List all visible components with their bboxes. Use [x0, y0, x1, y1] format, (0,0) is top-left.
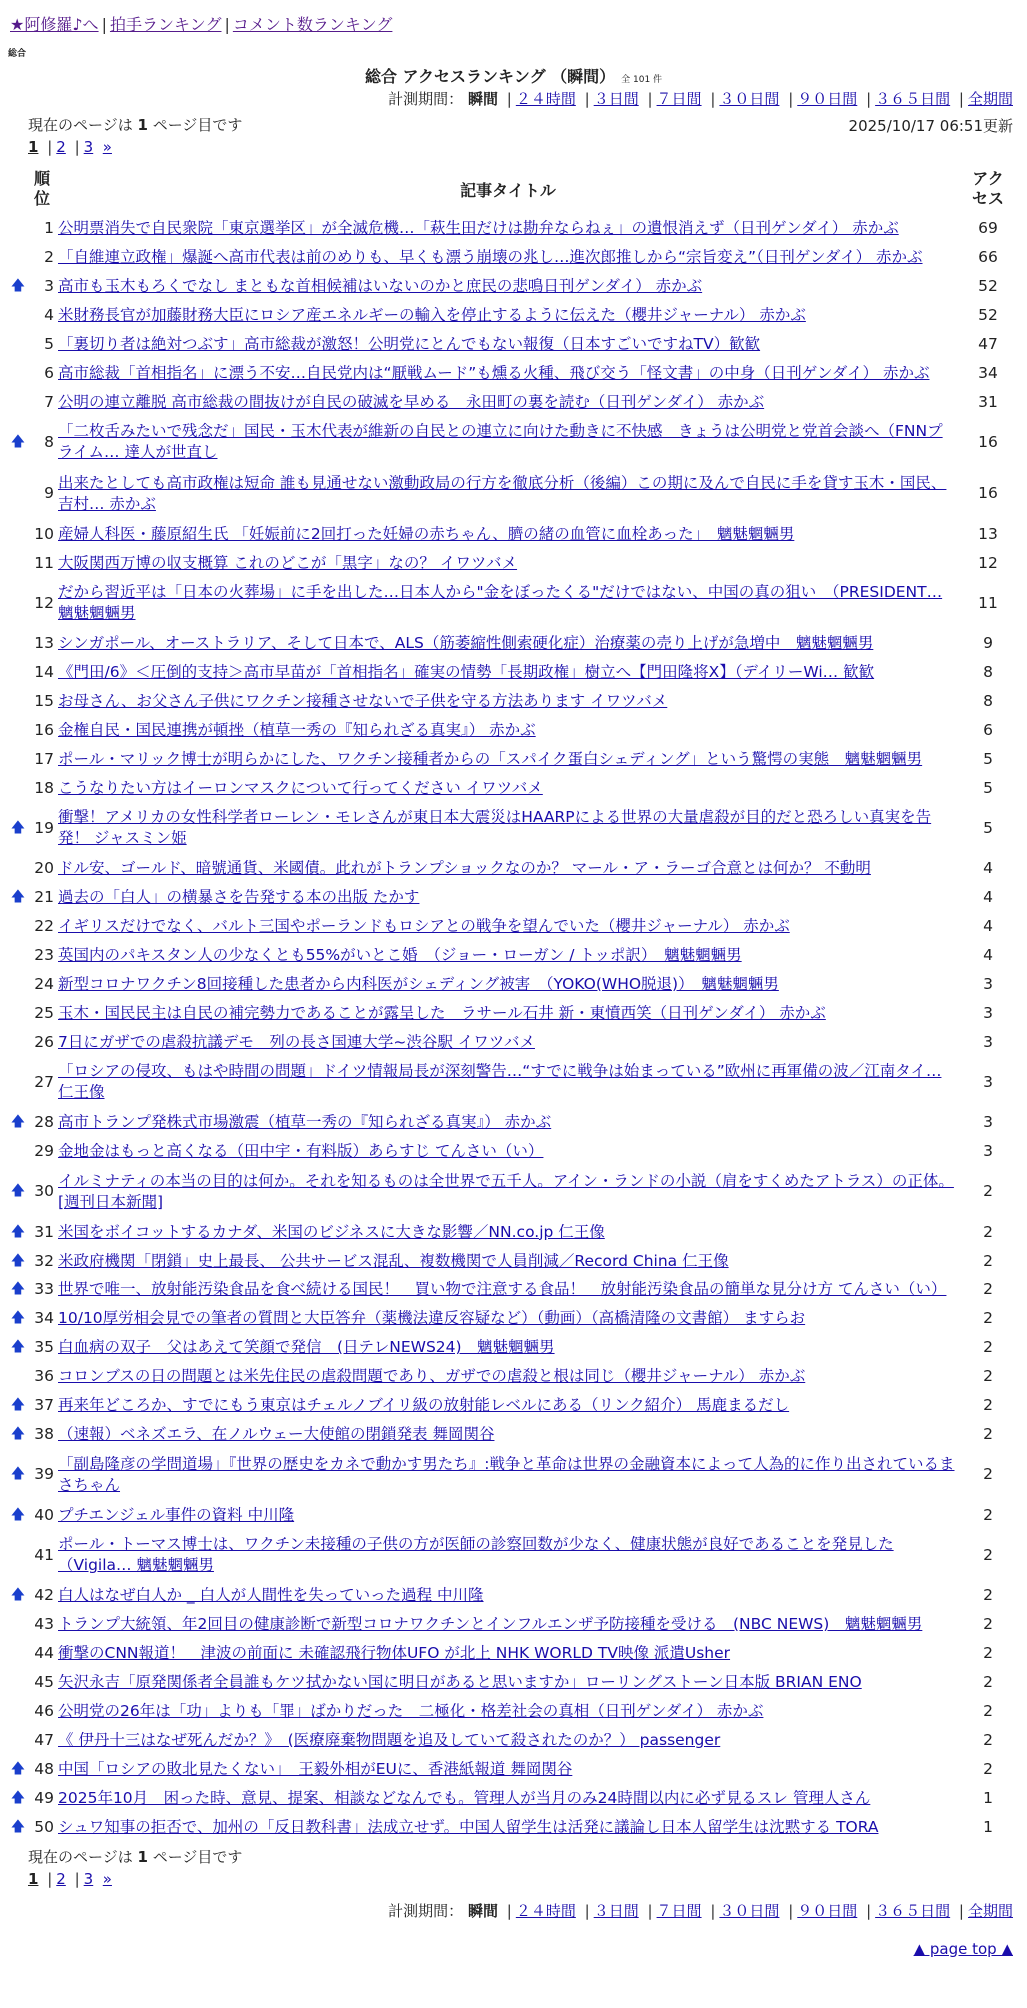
rank-up-icon: 🡅 — [10, 1466, 26, 1483]
article-link[interactable]: シュワ知事の拒否で、加州の「反日教科書」法成立せず。中国人留学生は活発に議論し日本人留学生は沈黙する TORA — [58, 1817, 879, 1836]
table-row — [10, 883, 1018, 912]
rank-number: 32 — [34, 1251, 54, 1270]
ranking-heading — [0, 64, 1027, 87]
table-row — [10, 1610, 1018, 1639]
pager-link-2[interactable]: 2 — [56, 138, 66, 156]
rank-arrow-cell — [10, 330, 26, 359]
access-count: 5 — [983, 818, 993, 837]
access-count: 69 — [978, 218, 998, 237]
article-link[interactable]: 高市も玉木もろくでなし まともな首相候補はいないのかと庶民の悲鳴日刊ゲンダイ） 赤かぶ — [58, 276, 703, 295]
rank-arrow-cell — [10, 1028, 26, 1057]
rank-up-icon: 🡅 — [10, 1760, 26, 1777]
table-row — [10, 1668, 1018, 1697]
table-row — [10, 1449, 1018, 1501]
rank-number: 20 — [34, 859, 54, 878]
article-link[interactable]: 10/10厚労相会見での筆者の質問と大臣答弁（薬機法違反容疑など）（動画）（高橋清隆の文書館） ますらお — [58, 1309, 806, 1328]
rank-number: 8 — [44, 432, 54, 451]
rank-number: 11 — [34, 553, 54, 572]
article-link[interactable]: 衝撃のCNN報道！ 津波の前面に 未確認飛行物体UFO が北上 NHK WORLD TV映像 派遣Usher — [58, 1643, 731, 1662]
rank-up-icon: 🡅 — [10, 1339, 26, 1356]
article-link[interactable]: ドル安、ゴールド、暗號通貨、米國債。此れがトランプショックなのか？ マール・ア・ラーゴ合意とは何か？ 不動明 — [58, 859, 871, 878]
rank-number: 7 — [44, 392, 54, 411]
rank-up-icon: 🡅 — [10, 433, 26, 450]
pager-link-2[interactable]: 2 — [56, 1869, 66, 1888]
table-row — [10, 1275, 1018, 1304]
rank-arrow-cell — [10, 301, 26, 330]
rank-up-icon: 🡅 — [10, 1223, 26, 1240]
rank-up-icon: 🡅 — [10, 1818, 26, 1835]
rank-arrow-cell — [10, 687, 26, 716]
pager-link-3[interactable]: 3 — [83, 1869, 94, 1888]
rank-number: 21 — [34, 888, 54, 907]
home-link[interactable]: ★阿修羅♪へ — [10, 15, 99, 34]
period-link-all[interactable]: 全期間 — [967, 90, 1013, 108]
article-link[interactable]: 7日にガザでの虐殺抗議デモ 列の長さ国連大学~渋谷駅 イワツバメ — [58, 1032, 535, 1051]
article-link[interactable]: 白人はなぜ白人か _ 白人が人間性を失っていった過程 中川隆 — [58, 1586, 484, 1605]
access-count: 1 — [983, 1817, 993, 1836]
access-count: 3 — [983, 1113, 993, 1132]
rank-number: 49 — [34, 1788, 54, 1807]
table-row — [10, 803, 1018, 855]
rank-up-icon: 🡅 — [10, 1281, 26, 1298]
table-row — [10, 388, 1018, 417]
period-link-90d[interactable]: ９０日間 — [797, 1901, 858, 1920]
access-count: 2 — [983, 1465, 993, 1484]
clap-ranking-link[interactable]: 拍手ランキング — [109, 15, 222, 34]
rank-arrow-cell — [10, 577, 26, 629]
rank-arrow-cell — [10, 1530, 26, 1582]
rank-arrow-cell — [10, 745, 26, 774]
rank-up-icon: 🡅 — [10, 1114, 26, 1131]
period-current: 瞬間 — [467, 90, 498, 108]
article-link[interactable]: ポール・トーマス博士は、ワクチン未接種の子供の方が医師の診察回数が少なく、健康状態が良好であることを発見した（Vigila… 魑魅魍魎男 — [58, 1535, 894, 1575]
access-count: 47 — [978, 334, 998, 353]
rank-up-icon: 🡅 — [10, 1506, 26, 1523]
rank-arrow-cell — [10, 1610, 26, 1639]
rank-up-icon: 🡅 — [10, 1789, 26, 1806]
table-row — [10, 687, 1018, 716]
table-row — [10, 999, 1018, 1028]
rank-number: 25 — [34, 1003, 54, 1022]
access-header: アクセス — [971, 169, 1004, 208]
table-row — [10, 1218, 1018, 1247]
pager-next[interactable]: » — [102, 138, 112, 156]
article-link[interactable]: 白血病の双子 父はあえて笑顔で発信 (日テレNEWS24) 魑魅魍魎男 — [58, 1338, 555, 1357]
pager-bottom: 1 | 2 | 3 » — [28, 1869, 112, 1888]
rank-up-icon: 🡅 — [10, 1397, 26, 1414]
article-link[interactable]: トランプ大統領、年2回目の健康診断で新型コロナワクチンとインフルエンザ予防接種を受ける (NBC NEWS) 魑魅魍魎男 — [58, 1614, 923, 1633]
article-link[interactable]: 米政府機関「閉鎖」史上最長、 公共サービス混乱、複数機関で人員削減／Record China 仁王像 — [58, 1251, 729, 1270]
period-label: 計測期間： — [388, 90, 464, 108]
access-count: 2 — [983, 1614, 993, 1633]
article-link[interactable]: こうなりたい方はイーロンマスクについて行ってください イワツバメ — [58, 778, 543, 797]
table-row — [10, 854, 1018, 883]
access-count: 1 — [983, 1788, 993, 1807]
article-link[interactable]: イギリスだけでなく、バルト三国やポーランドもロシアとの戦争を望んでいた（櫻井ジャーナル） 赤かぶ — [58, 916, 790, 935]
article-link[interactable]: 《 伊丹十三はなぜ死んだか？》 (医療廃棄物問題を追及していて殺されたのか？） passenger — [58, 1730, 721, 1749]
rank-arrow-cell — [10, 774, 26, 803]
table-row — [10, 970, 1018, 999]
table-row — [10, 243, 1018, 272]
table-row — [10, 1137, 1018, 1166]
access-count: 2 — [983, 1425, 993, 1444]
period-link-365d[interactable]: ３６５日間 — [875, 90, 951, 108]
table-row — [10, 1304, 1018, 1333]
access-count: 4 — [983, 888, 993, 907]
rank-arrow-cell — [10, 1639, 26, 1668]
access-count: 2 — [983, 1396, 993, 1415]
period-link-3d[interactable]: ３日間 — [593, 90, 639, 108]
rank-number: 10 — [34, 524, 54, 543]
access-count: 2 — [983, 1586, 993, 1605]
rank-arrow-cell — [10, 549, 26, 578]
table-row — [10, 359, 1018, 388]
access-count: 3 — [983, 1003, 993, 1022]
current-page-text: 現在のページは 1 ページ目です — [28, 116, 243, 134]
rank-number: 34 — [34, 1309, 54, 1328]
table-row — [10, 272, 1018, 301]
rank-arrow-cell — [10, 716, 26, 745]
article-link[interactable]: 公明票消失で自民衆院「東京選挙区」が全滅危機…「萩生田だけは勘弁ならねぇ」の遺恨消えず（日刊ゲンダイ） 赤かぶ — [58, 218, 899, 237]
rank-up-icon: 🡅 — [10, 1183, 26, 1200]
article-link[interactable]: 米財務長官が加藤財務大臣にロシア産エネルギーの輸入を停止するように伝えた（櫻井ジャーナル） 赤かぶ — [58, 305, 806, 324]
comment-ranking-link[interactable]: コメント数ランキング — [232, 15, 393, 34]
period-link-30d[interactable]: ３０日間 — [719, 1901, 780, 1920]
table-row — [10, 1028, 1018, 1057]
pager-top: 1 | 2 | 3 » — [28, 138, 112, 156]
rank-number: 23 — [34, 945, 54, 964]
rank-number: 38 — [34, 1425, 54, 1444]
rank-up-icon: 🡅 — [10, 277, 26, 294]
rank-number: 46 — [34, 1701, 54, 1720]
period-link-30d[interactable]: ３０日間 — [719, 90, 780, 108]
rank-arrow-cell — [10, 1057, 26, 1109]
access-count: 2 — [983, 1222, 993, 1241]
rank-arrow-cell — [10, 999, 26, 1028]
rank-number: 41 — [34, 1545, 54, 1564]
rank-number: 30 — [34, 1182, 54, 1201]
rank-number: 1 — [44, 218, 54, 237]
table-row — [10, 1813, 1018, 1842]
table-row — [10, 1166, 1018, 1218]
rank-number: 27 — [34, 1072, 54, 1091]
article-link[interactable]: 出来たとしても高市政権は短命 誰も見通せない激動政局の行方を徹底分析（後編）この期に及んで自民に手を貸す玉木・国民、吉村… 赤かぶ — [58, 473, 947, 513]
rank-number: 4 — [44, 305, 54, 324]
table-row — [10, 1639, 1018, 1668]
access-count: 3 — [983, 1142, 993, 1161]
rank-number: 13 — [34, 633, 54, 652]
access-count: 2 — [983, 1759, 993, 1778]
article-link[interactable]: 高市トランプ発株式市場激震（植草一秀の『知られざる真実』） 赤かぶ — [58, 1113, 552, 1132]
article-link[interactable]: ポール・マリック博士が明らかにした、ワクチン接種者からの「スパイク蛋白シェディング」という驚愕の実態 魑魅魍魎男 — [58, 749, 923, 768]
table-row — [10, 629, 1018, 658]
table-row — [10, 417, 1018, 469]
rank-arrow-cell — [10, 970, 26, 999]
period-link-365d[interactable]: ３６５日間 — [875, 1901, 951, 1920]
period-current: 瞬間 — [467, 1901, 498, 1920]
article-link[interactable]: 中国「ロシアの敗北見たくない」 王毅外相がEUに、香港紙報道 舞岡関谷 — [58, 1759, 573, 1778]
access-count: 5 — [983, 778, 993, 797]
rank-number: 19 — [34, 818, 54, 837]
article-link[interactable]: シンガポール、オーストラリア、そして日本で、ALS（筋萎縮性側索硬化症）治療薬の売り上げが急増中 魑魅魍魎男 — [58, 633, 874, 652]
rank-number: 47 — [34, 1730, 54, 1749]
rank-number: 12 — [34, 593, 54, 612]
rank-number: 29 — [34, 1142, 54, 1161]
access-count: 2 — [983, 1672, 993, 1691]
rank-number: 14 — [34, 662, 54, 681]
table-row — [10, 214, 1018, 243]
rank-up-icon: 🡅 — [10, 819, 26, 836]
article-link[interactable]: イルミナティの本当の目的は何か。それを知るものは全世界で五千人。アイン・ランドの小説（肩をすくめたアトラス）の正体。[週刊日本新聞] — [58, 1171, 954, 1211]
rank-number: 24 — [34, 974, 54, 993]
table-row — [10, 716, 1018, 745]
table-row — [10, 1108, 1018, 1137]
access-count: 31 — [978, 392, 998, 411]
rank-number: 43 — [34, 1614, 54, 1633]
access-count: 11 — [978, 593, 998, 612]
rank-up-icon: 🡅 — [10, 1587, 26, 1604]
access-count: 4 — [983, 916, 993, 935]
access-count: 52 — [978, 276, 998, 295]
rank-arrow-cell — [10, 941, 26, 970]
table-row — [10, 1726, 1018, 1755]
rank-number: 31 — [34, 1222, 54, 1241]
article-link[interactable]: 「副島隆彦の学問道場」『世界の歴史をカネで動かす男たち』:戦争と革命は世界の金融資本によって人為的に作り出されているまさちゃん — [58, 1454, 955, 1494]
updated-timestamp: 2025/10/17 06:51更新 — [848, 117, 1013, 135]
rank-arrow-cell — [10, 520, 26, 549]
rank-number: 50 — [34, 1817, 54, 1836]
table-row — [10, 1247, 1018, 1276]
rank-header: 順位 — [33, 169, 50, 208]
article-link[interactable]: 産婦人科医・藤原紹生氏 「妊娠前に2回打った妊婦の赤ちゃん、臍の緒の血管に血栓あった」 魑魅魍魎男 — [58, 524, 795, 543]
access-count: 3 — [983, 1072, 993, 1091]
article-link[interactable]: 「裏切り者は絶対つぶす」高市総裁が激怒！公明党にとんでもない報復（日本すごいですねTV）歓歓 — [58, 334, 761, 353]
access-count: 16 — [978, 432, 998, 451]
top-nav: ★阿修羅♪へ | 拍手ランキング | コメント数ランキング — [10, 15, 393, 34]
current-page-text-bottom: 現在のページは 1 ページ目です — [28, 1847, 243, 1866]
article-link[interactable]: 新型コロナワクチン8回接種した患者から内科医がシェディング被害 （YOKO(WHO脱退)） 魑魅魍魎男 — [58, 974, 779, 993]
table-row — [10, 1420, 1018, 1449]
article-link[interactable]: （速報）ベネズエラ、在ノルウェー大使館の閉鎖発表 舞岡関谷 — [58, 1425, 495, 1444]
pager-current: 1 — [28, 1869, 39, 1888]
rank-up-icon: 🡅 — [10, 1310, 26, 1327]
category-label: 総合 — [8, 49, 27, 59]
period-link-24h[interactable]: ２４時間 — [515, 90, 576, 108]
rank-arrow-cell — [10, 629, 26, 658]
table-row — [10, 1530, 1018, 1582]
access-count: 2 — [983, 1701, 993, 1720]
article-link[interactable]: 「ロシアの侵攻、もはや時間の問題」ドイツ情報局長が深刻警告…“すでに戦争は始まっている”欧州に再軍備の波／江南タイ… 仁王像 — [58, 1062, 942, 1102]
rank-number: 33 — [34, 1280, 54, 1299]
article-link[interactable]: 高市総裁「首相指名」に漂う不安…自民党内は“厭戦ムード”も燻る火種、飛び交う「怪文書」の中身（日刊ゲンダイ） 赤かぶ — [58, 363, 930, 382]
article-link[interactable]: 「二枚舌みたいで残念だ」国民・玉木代表が維新の自民との連立に向けた動きに不快感 きょうは公明党と党首会談へ（FNNプライム… 達人が世直し — [58, 422, 943, 462]
pager-next[interactable]: » — [102, 1869, 112, 1888]
access-count: 3 — [983, 974, 993, 993]
period-link-90d[interactable]: ９０日間 — [797, 90, 858, 108]
rank-number: 45 — [34, 1672, 54, 1691]
article-link[interactable]: 公明党の26年は「功」よりも「罪」ばかりだった 二極化・格差社会の真相（日刊ゲンダイ） 赤かぶ — [58, 1701, 764, 1720]
article-link[interactable]: プチエンジェル事件の資料 中川隆 — [58, 1505, 295, 1524]
table-row — [10, 745, 1018, 774]
access-count: 2 — [983, 1182, 993, 1201]
table-row — [10, 549, 1018, 578]
table-row — [10, 1697, 1018, 1726]
rank-number: 42 — [34, 1586, 54, 1605]
access-count: 8 — [983, 662, 993, 681]
table-row — [10, 658, 1018, 687]
table-row — [10, 330, 1018, 359]
period-link-7d[interactable]: ７日間 — [656, 90, 702, 108]
rank-number: 48 — [34, 1759, 54, 1778]
article-link[interactable]: だから習近平は「日本の火葬場」に手を出した…日本人から"金をぼったくる"だけではない、中国の真の狙い （PRESIDENT… 魑魅魍魎男 — [58, 583, 943, 623]
rank-arrow-cell — [10, 854, 26, 883]
period-link-3d[interactable]: ３日間 — [593, 1901, 639, 1920]
article-link[interactable]: 英国内のパキスタン人の少なくとも55%がいとこ婚 （ジョー・ローガン / トッポ訳） 魑魅魍魎男 — [58, 945, 742, 964]
access-count: 16 — [978, 484, 998, 503]
period-link-24h[interactable]: ２４時間 — [515, 1901, 576, 1920]
rank-number: 36 — [34, 1367, 54, 1386]
rank-arrow-cell — [10, 359, 26, 388]
rank-number: 37 — [34, 1396, 54, 1415]
rank-arrow-cell — [10, 388, 26, 417]
rank-number: 22 — [34, 916, 54, 935]
article-link[interactable]: 過去の「白人」の横暴さを告発する本の出版 たかす — [58, 888, 420, 907]
table-row — [10, 1501, 1018, 1530]
article-link[interactable]: 金権自民・国民連携が頓挫（植草一秀の『知られざる真実』） 赤かぶ — [58, 720, 536, 739]
table-row — [10, 1391, 1018, 1420]
period-link-7d[interactable]: ７日間 — [656, 1901, 702, 1920]
article-link[interactable]: 公明の連立離脱 高市総裁の間抜けが自民の破滅を早める 永田町の裏を読む（日刊ゲンダイ） 赤かぶ — [58, 392, 765, 411]
article-link[interactable]: 衝撃！アメリカの女性科学者ローレン・モレさんが東日本大震災はHAARPによる世界の大量虐殺が目的だと恐ろしい真実を告発！ ジャスミン姫 — [58, 808, 932, 848]
article-link[interactable]: 2025年10月 困った時、意見、提案、相談などなんでも。管理人が当月のみ24時間以内に必ず見るスレ 管理人さん — [58, 1788, 871, 1807]
rank-number: 28 — [34, 1113, 54, 1132]
rank-arrow-cell — [10, 1697, 26, 1726]
access-count: 2 — [983, 1251, 993, 1270]
access-count: 2 — [983, 1309, 993, 1328]
access-count: 34 — [978, 363, 998, 382]
table-row — [10, 1755, 1018, 1784]
rank-number: 2 — [44, 247, 54, 266]
access-count: 52 — [978, 305, 998, 324]
access-count: 4 — [983, 859, 993, 878]
article-link[interactable]: 矢沢永吉「原発関係者全員誰もケツ拭かない国に明日があると思いますか」ローリングストーン日本版 BRIAN ENO — [58, 1672, 862, 1691]
access-count: 66 — [978, 247, 998, 266]
rank-number: 44 — [34, 1643, 54, 1662]
page-top-link[interactable]: ▲ page top ▲ — [913, 1939, 1013, 1958]
ranking-table — [10, 164, 1018, 1842]
table-row — [10, 1057, 1018, 1109]
table-row — [10, 1333, 1018, 1362]
period-label: 計測期間： — [388, 1901, 464, 1920]
period-selector-bottom: 計測期間： 瞬間 | ２４時間 | ３日間 | ７日間 | ３０日間 | ９０日間 | ３６５日間 | 全期間 — [388, 1901, 1013, 1920]
rank-number: 5 — [44, 334, 54, 353]
access-count: 2 — [983, 1338, 993, 1357]
article-link[interactable]: 《門田/6》＜圧倒的支持＞高市早苗が「首相指名」確実の情勢「長期政権」樹立へ【門田隆将X】（デイリーWi… 歓歓 — [58, 662, 875, 681]
period-selector-top: 計測期間： 瞬間 | ２４時間 | ３日間 | ７日間 | ３０日間 | ９０日間 | ３６５日間 | 全期間 — [388, 90, 1013, 108]
access-count: 2 — [983, 1730, 993, 1749]
access-count: 2 — [983, 1280, 993, 1299]
access-count: 2 — [983, 1505, 993, 1524]
rank-arrow-cell — [10, 1668, 26, 1697]
access-count: 2 — [983, 1367, 993, 1386]
rank-up-icon: 🡅 — [10, 1252, 26, 1269]
rank-arrow-cell — [10, 243, 26, 272]
rank-number: 40 — [34, 1505, 54, 1524]
title-header: 記事タイトル — [460, 180, 556, 200]
access-count: 12 — [978, 553, 998, 572]
rank-arrow-cell — [10, 1137, 26, 1166]
period-link-all[interactable]: 全期間 — [967, 1901, 1013, 1920]
table-row — [10, 1581, 1018, 1610]
table-row — [10, 941, 1018, 970]
rank-up-icon: 🡅 — [10, 889, 26, 906]
rank-number: 39 — [34, 1465, 54, 1484]
article-link[interactable]: お母さん、お父さん子供にワクチン接種させないで子供を守る方法あります イワツバメ — [58, 691, 668, 710]
rank-arrow-cell — [10, 214, 26, 243]
item-count: 全 101 件 — [621, 75, 663, 85]
article-link[interactable]: 金地金はもっと高くなる（田中宇・有料版）あらすじ てんさい（い） — [58, 1142, 544, 1161]
rank-number: 35 — [34, 1338, 54, 1357]
rank-up-icon: 🡅 — [10, 1426, 26, 1443]
access-count: 2 — [983, 1545, 993, 1564]
table-row — [10, 468, 1018, 520]
rank-number: 17 — [34, 749, 54, 768]
access-count: 4 — [983, 945, 993, 964]
rank-number: 6 — [44, 363, 54, 382]
access-count: 8 — [983, 691, 993, 710]
table-row — [10, 577, 1018, 629]
rank-number: 18 — [34, 778, 54, 797]
access-count: 9 — [983, 633, 993, 652]
page-title: 総合 アクセスランキング （瞬間） — [364, 67, 616, 86]
article-link[interactable]: 再来年どころか、すでにもう東京はチェルノブイリ級の放射能レベルにある（リンク紹介） 馬鹿まるだし — [58, 1396, 790, 1415]
pager-link-3[interactable]: 3 — [83, 138, 94, 156]
rank-number: 15 — [34, 691, 54, 710]
rank-number: 3 — [44, 276, 54, 295]
access-count: 13 — [978, 524, 998, 543]
table-row — [10, 1784, 1018, 1813]
rank-number: 9 — [44, 484, 54, 503]
article-link[interactable]: 大阪関西万博の収支概算 これのどこが「黒字」なの？ イワツバメ — [58, 553, 518, 572]
rank-arrow-cell — [10, 1726, 26, 1755]
rank-arrow-cell — [10, 1362, 26, 1391]
article-link[interactable]: コロンブスの日の問題とは米先住民の虐殺問題であり、ガザでの虐殺と根は同じ（櫻井ジャーナル） 赤かぶ — [58, 1367, 806, 1386]
table-row — [10, 301, 1018, 330]
article-link[interactable]: 世界で唯一、放射能汚染食品を食べ続ける国民！ 買い物で注意する食品！ 放射能汚染食品の簡単な見分け方 てんさい（い） — [58, 1280, 947, 1299]
rank-number: 26 — [34, 1032, 54, 1051]
article-link[interactable]: 米国をボイコットするカナダ、米国のビジネスに大きな影響／NN.co.jp 仁王像 — [58, 1222, 605, 1241]
article-link[interactable]: 「自維連立政権」爆誕へ高市代表は前のめりも、早くも漂う崩壊の兆し…進次郎推しから“宗旨変え”（日刊ゲンダイ） 赤かぶ — [58, 247, 923, 266]
article-link[interactable]: 玉木・国民民主は自民の補完勢力であることが露呈した ラサール石井 新・東憤西笑（日刊ゲンダイ） 赤かぶ — [58, 1003, 826, 1022]
access-count: 6 — [983, 720, 993, 739]
table-row — [10, 774, 1018, 803]
table-row — [10, 1362, 1018, 1391]
access-count: 2 — [983, 1643, 993, 1662]
rank-arrow-cell — [10, 658, 26, 687]
access-count: 5 — [983, 749, 993, 768]
pager-current: 1 — [28, 138, 39, 156]
access-count: 3 — [983, 1032, 993, 1051]
rank-arrow-cell — [10, 468, 26, 520]
rank-number: 16 — [34, 720, 54, 739]
table-row — [10, 912, 1018, 941]
table-row — [10, 520, 1018, 549]
page-top-link-wrap — [914, 1940, 1013, 1958]
rank-arrow-cell — [10, 912, 26, 941]
